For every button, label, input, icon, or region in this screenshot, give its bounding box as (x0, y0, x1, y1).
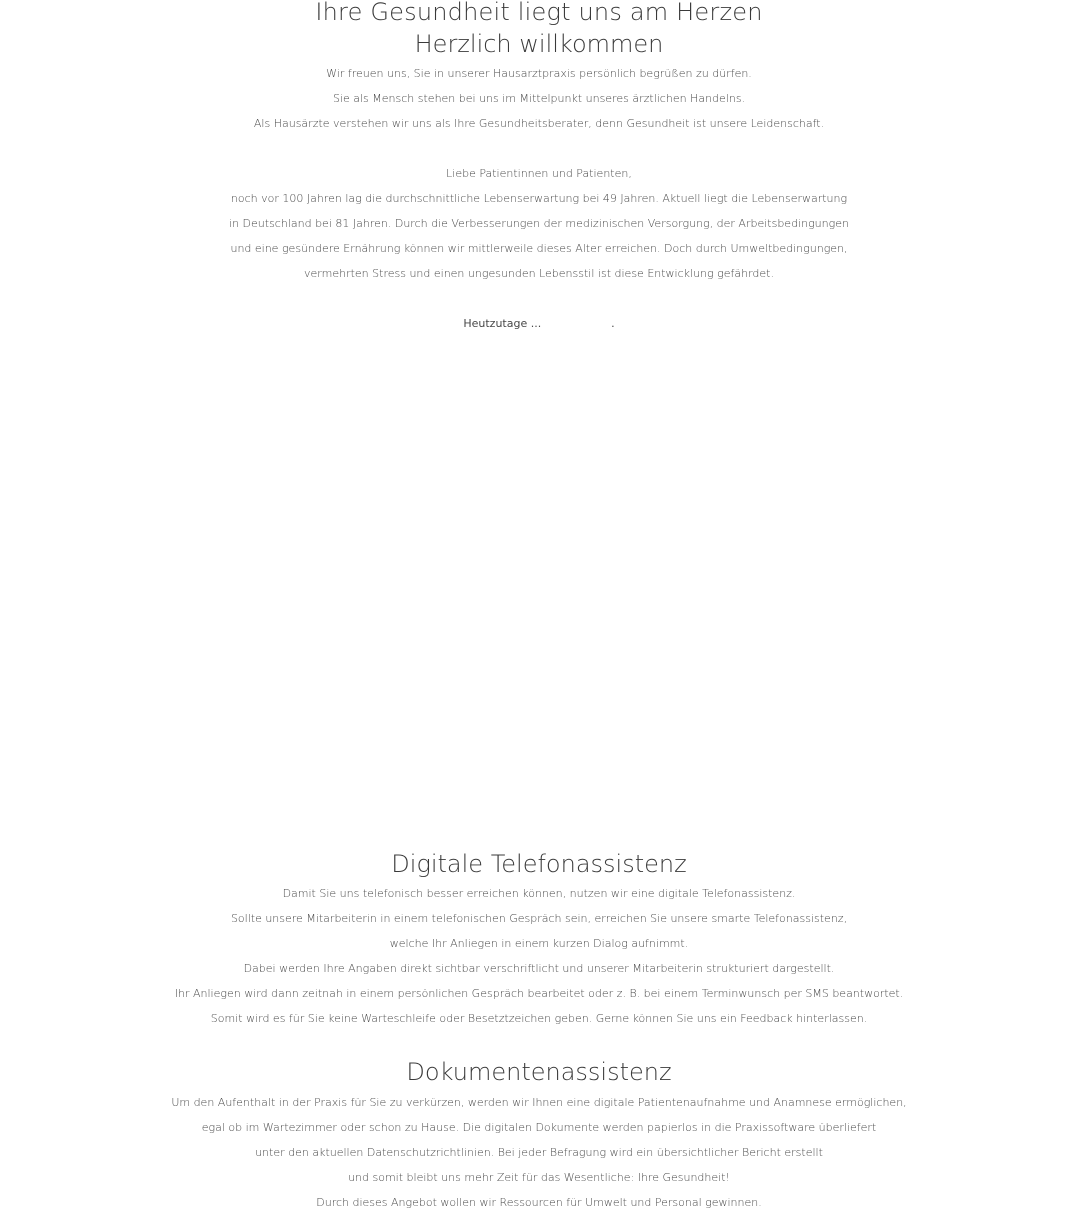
intro-text (0, 61, 1078, 286)
dokumente-line: Um den Aufenthalt in der Praxis für Sie zu verkürzen, werden wir Ihnen eine digitale Patientenaufnahme und Anamnese ermöglichen, (171, 1096, 907, 1109)
dokumente-line: und somit bleibt uns mehr Zeit für das Wesentliche: Ihre Gesundheit! (348, 1171, 730, 1184)
media-placeholder (0, 345, 1078, 840)
dokumente-section (0, 1056, 1078, 1088)
telefon-line: Somit wird es für Sie keine Warteschleife oder Besetztzeichen geben. Gerne können Sie uns ein Feedback hinterlassen. (210, 1012, 868, 1025)
telefon-line: Damit Sie uns telefonisch besser erreichen können, nutzen wir eine digitale Telefonassistenz. (282, 887, 796, 900)
dokumente-line: Durch dieses Angebot wollen wir Ressourcen für Umwelt und Personal gewinnen. (316, 1196, 762, 1209)
telefon-section (0, 848, 1078, 880)
dokumente-text (0, 1090, 1078, 1215)
welcome-heading: Herzlich willkommen (414, 30, 664, 58)
letter-salutation: Liebe Patientinnen und Patienten, (446, 167, 632, 180)
intro-section (0, 0, 1078, 60)
telefon-line: welche Ihr Anliegen in einem kurzen Dialog aufnimmt. (389, 937, 689, 950)
letter-line: noch vor 100 Jahren lag die durchschnittliche Lebenserwartung bei 49 Jahren. Aktuell liegt die Lebenserwartung (230, 192, 848, 205)
intro-line: Wir freuen uns, Sie in unserer Hausarztpraxis persönlich begrüßen zu dürfen. (326, 67, 752, 80)
intro-line: Sie als Mensch stehen bei uns im Mittelpunkt unseres ärztlichen Handelns. (332, 92, 746, 105)
letter-line: vermehrten Stress und einen ungesunden Lebensstil ist diese Entwicklung gefährdet. (304, 267, 774, 280)
letter-line: und eine gesündere Ernährung können wir mittlerweile dieses Alter erreichen. Doch durch Umweltbedingungen, (230, 242, 848, 255)
telefon-line: Ihr Anliegen wird dann zeitnah in einem persönlichen Gespräch bearbeitet oder z. B. bei einem Terminwunsch per SMS beantwortet. (174, 987, 904, 1000)
telefon-line: Dabei werden Ihre Angaben direkt sichtbar verschriftlicht und unserer Mitarbeiterin strukturiert dargestellt. (243, 962, 835, 975)
dokumente-heading: Dokumentenassistenz (406, 1058, 672, 1086)
dokumente-line: unter den aktuellen Datenschutzrichtlinien. Bei jeder Befragung wird ein übersichtlicher Bericht erstellt (255, 1146, 823, 1159)
telefon-text (0, 881, 1078, 1031)
page-title: Ihre Gesundheit liegt uns am Herzen (315, 0, 763, 26)
letter-teaser: Heutzutage ... . (463, 317, 615, 330)
dokumente-line: egal ob im Wartezimmer oder schon zu Hause. Die digitalen Dokumente werden papierlos in die Praxissoftware überliefert (201, 1121, 877, 1134)
telefon-line: Sollte unsere Mitarbeiterin in einem telefonischen Gespräch sein, erreichen Sie unsere smarte Telefonassistenz, (230, 912, 848, 925)
intro-line: Als Hausärzte verstehen wir uns als Ihre Gesundheitsberater, denn Gesundheit ist unsere Leidenschaft. (253, 117, 825, 130)
telefon-heading: Digitale Telefonassistenz (391, 850, 687, 878)
letter-line: in Deutschland bei 81 Jahren. Durch die Verbesserungen der medizinischen Versorgung, der Arbeitsbedingungen (229, 217, 849, 230)
